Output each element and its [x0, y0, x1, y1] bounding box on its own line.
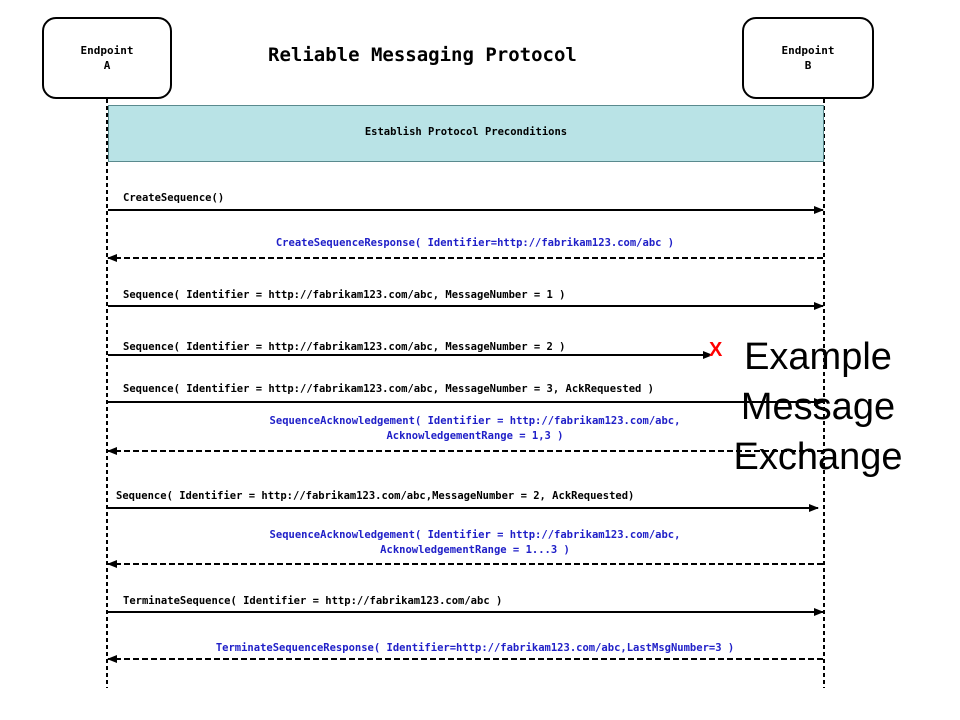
message-label: Sequence( Identifier = http://fabrikam123.com/abc, MessageNumber = 2 ) — [123, 341, 566, 353]
endpoint-b-box — [742, 17, 874, 99]
lost-message-marker: X — [709, 339, 723, 361]
preconditions-label: Establish Protocol Preconditions — [364, 126, 568, 138]
endpoint-a-box — [42, 17, 172, 99]
overlay-caption — [712, 332, 924, 482]
message-label: Sequence( Identifier = http://fabrikam123.com/abc,MessageNumber = 2, AckRequested) — [116, 490, 635, 502]
overlay-line-1: Example — [744, 336, 892, 378]
endpoint-a-label: Endpoint — [80, 44, 134, 57]
message-label: CreateSequenceResponse( Identifier=http://fabrikam123.com/abc ) — [275, 237, 675, 249]
overlay-line-2: Message — [740, 386, 896, 428]
message-label: TerminateSequence( Identifier = http://fabrikam123.com/abc ) — [123, 595, 503, 607]
message-label: Sequence( Identifier = http://fabrikam123.com/abc, MessageNumber = 1 ) — [123, 289, 566, 301]
message-label: SequenceAcknowledgement( Identifier = http://fabrikam123.com/abc, AcknowledgementRange = 1,3 ) — [269, 415, 681, 442]
message-label: TerminateSequenceResponse( Identifier=http://fabrikam123.com/abc,LastMsgNumber=3 ) — [215, 642, 735, 654]
endpoint-a-id: A — [103, 59, 111, 72]
message-label: CreateSequence() — [123, 192, 225, 204]
overlay-line-3: Exchange — [733, 436, 903, 478]
message-label: SequenceAcknowledgement( Identifier = http://fabrikam123.com/abc, AcknowledgementRange = 1...3 ) — [269, 529, 681, 556]
endpoint-b-label: Endpoint — [781, 44, 835, 57]
diagram-title: Reliable Messaging Protocol — [268, 44, 577, 66]
endpoint-b-id: B — [804, 59, 812, 72]
message-label: Sequence( Identifier = http://fabrikam123.com/abc, MessageNumber = 3, AckRequested ) — [123, 383, 655, 395]
preconditions-box — [108, 105, 824, 162]
